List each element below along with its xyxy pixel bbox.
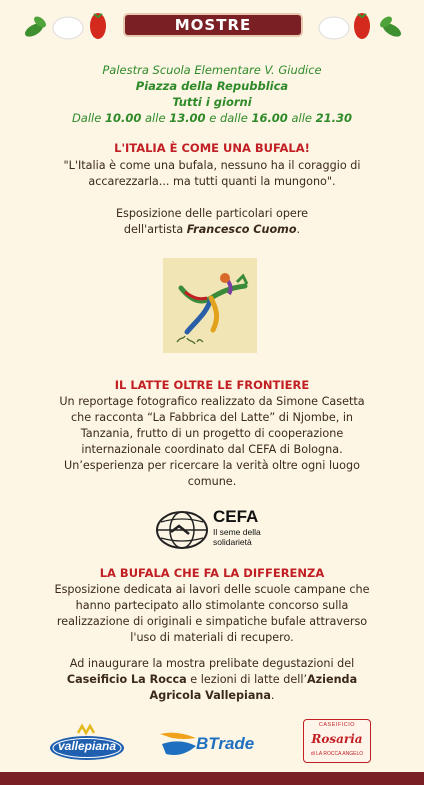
header-title: MOSTRE <box>123 13 303 37</box>
hours-text: e dalle <box>205 111 252 125</box>
btrade-logo <box>158 728 263 760</box>
rosaria-bottom-label: di LA ROCCA ANGELO <box>310 751 364 757</box>
section-italia-description <box>0 206 424 238</box>
cefa-logo-name: CEFA <box>213 507 259 526</box>
venue-school: Palestra Scuola Elementare V. Giudice <box>102 63 322 77</box>
hours-value: 21.30 <box>315 111 353 125</box>
basil-mozzarella-tomato-decoration <box>22 10 122 42</box>
quote-line: "L'Italia è come una bufala, nessuno ha il coraggio di <box>63 159 361 172</box>
quote-line: accarezzarla... ma tutti quanti la mungono". <box>88 175 336 188</box>
vallepiana-logo <box>48 723 126 763</box>
mozzarella-tomato-basil-decoration <box>310 10 410 42</box>
section-italia-quote <box>0 158 424 190</box>
closing-paragraph <box>0 656 424 704</box>
vallepiana-name: vallepiana <box>57 739 117 753</box>
body-line: comune. <box>187 475 237 488</box>
section-latte-body <box>0 394 424 490</box>
hours-text: alle <box>287 111 316 125</box>
closing-text: . <box>270 689 275 702</box>
body-line: internazionale coordinato dal CEFA di Bologna. <box>81 443 343 456</box>
btrade-name: BTrade <box>196 734 255 753</box>
closing-line <box>0 672 424 688</box>
rosaria-top-label: CASEIFICIO <box>318 722 356 728</box>
description-line: Esposizione delle particolari opere <box>115 207 309 220</box>
section-title-italia: L'ITALIA È COME UNA BUFALA! <box>114 141 310 155</box>
caseificio-rosaria-logo <box>303 719 371 763</box>
globe-icon <box>155 510 209 550</box>
azienda-name-cont: Agricola Vallepiana <box>149 689 271 702</box>
artist-name: Francesco Cuomo <box>186 223 297 236</box>
cefa-logo-tagline <box>213 527 261 547</box>
hours-value: 10.00 <box>104 111 142 125</box>
venue-info <box>0 62 424 126</box>
azienda-name: Azienda <box>307 673 358 686</box>
body-line: Tanzania, frutto di un progetto di cooperazione <box>80 427 344 440</box>
section-title-bufala: LA BUFALA CHE FA LA DIFFERENZA <box>99 566 325 580</box>
body-line: l'uso di materiali di recupero. <box>130 631 294 644</box>
artwork-dancing-figure-image <box>163 258 257 353</box>
body-line: che racconta “La Fabbrica del Latte” di Njombe, in <box>70 411 354 424</box>
hours-text: Dalle <box>71 111 105 125</box>
section-title-latte: IL LATTE OLTRE LE FRONTIERE <box>114 378 310 392</box>
closing-line <box>0 688 424 704</box>
venue-square: Piazza della Repubblica <box>135 79 289 93</box>
venue-days: Tutti i giorni <box>172 95 252 109</box>
hours-value: 16.00 <box>251 111 288 125</box>
body-line: realizzazione di originali e simpatiche bufale attraverso <box>56 615 368 628</box>
venue-hours <box>0 110 424 126</box>
artist-suffix: . <box>296 223 301 236</box>
footer-bar <box>0 772 424 785</box>
tagline-line: Il seme della <box>213 527 261 537</box>
rosaria-name: Rosaria <box>311 732 363 746</box>
hours-text: alle <box>141 111 170 125</box>
cefa-logo <box>155 508 270 552</box>
btrade-wave-icon <box>158 728 198 760</box>
description-line <box>0 222 424 238</box>
body-line: Un reportage fotografico realizzato da Simone Casetta <box>59 395 365 408</box>
tagline-line: solidarietà <box>213 537 252 547</box>
closing-line: Ad inaugurare la mostra prelibate degustazioni del <box>69 657 355 670</box>
section-bufala-body <box>0 582 424 646</box>
body-line: Un’esperienza per ricercare la verità oltre ogni luogo <box>64 459 360 472</box>
caseificio-name: Caseificio La Rocca <box>66 673 187 686</box>
closing-text: e lezioni di latte dell’ <box>186 673 307 686</box>
body-line: hanno partecipato allo stimolante concorso sulla <box>75 599 349 612</box>
body-line: Esposizione dedicata ai lavori delle scuole campane che <box>54 583 370 596</box>
artist-prefix: dell'artista <box>123 223 187 236</box>
hours-value: 13.00 <box>169 111 206 125</box>
